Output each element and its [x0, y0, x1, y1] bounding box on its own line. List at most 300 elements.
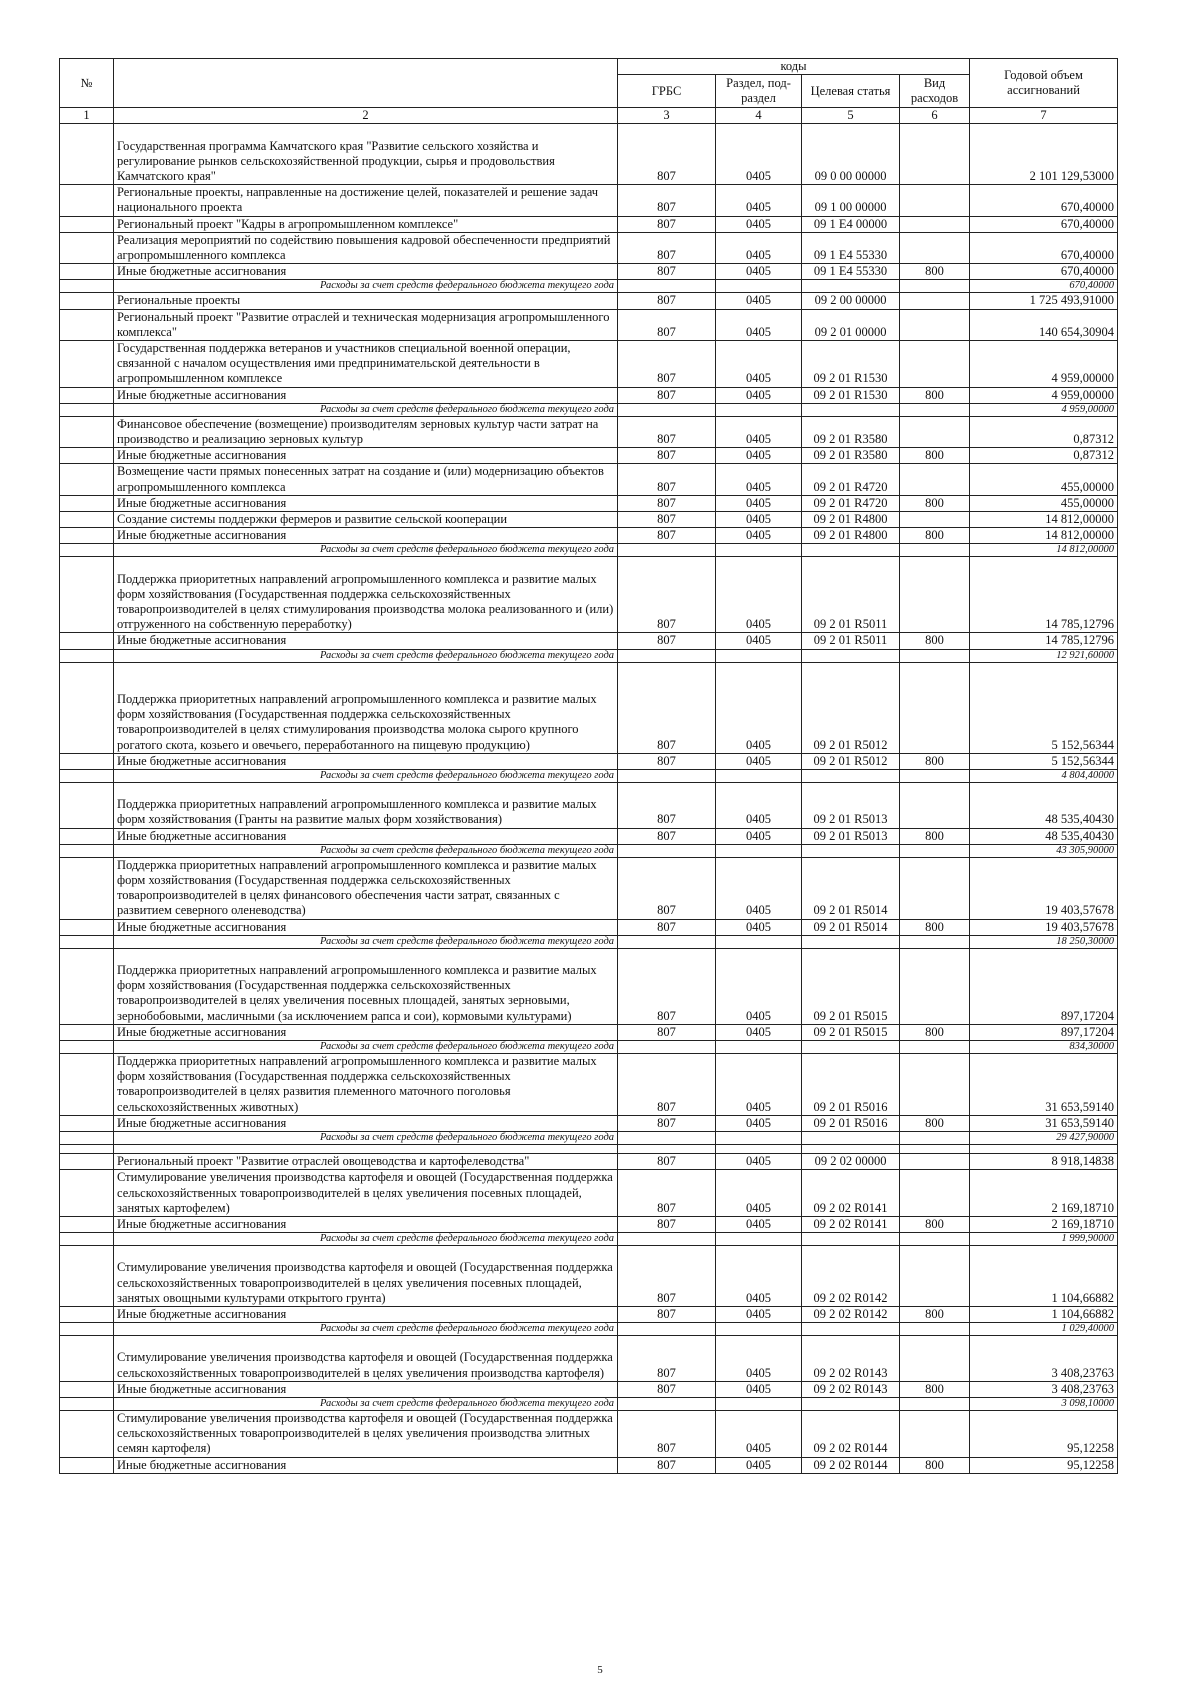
section-cell — [716, 544, 802, 557]
grbs-cell: 807 — [618, 1024, 716, 1040]
item-name-cell: Иные бюджетные ассигнования — [114, 264, 618, 280]
section-cell: 0405 — [716, 557, 802, 633]
amount-cell: 3 408,23763 — [970, 1336, 1118, 1382]
expense-type-cell: 800 — [900, 1115, 970, 1131]
federal-funds-row — [60, 649, 1118, 662]
amount-cell: 670,40000 — [970, 216, 1118, 232]
section-cell: 0405 — [716, 232, 802, 263]
table-row — [60, 464, 1118, 495]
target-article-cell: 09 2 01 R5014 — [802, 857, 900, 919]
header-row-column-numbers — [60, 108, 1118, 124]
target-article-cell: 09 2 02 R0142 — [802, 1246, 900, 1307]
expense-type-cell — [900, 948, 970, 1024]
table-row — [60, 293, 1118, 309]
grbs-cell: 807 — [618, 293, 716, 309]
item-name-cell: Иные бюджетные ассигнования — [114, 828, 618, 844]
row-number-cell — [60, 1381, 114, 1397]
target-article-cell: 09 2 01 R5015 — [802, 948, 900, 1024]
table-row — [60, 528, 1118, 544]
grbs-cell: 807 — [618, 185, 716, 216]
header-section: Раздел, под-раздел — [716, 75, 802, 108]
target-article-cell: 09 2 02 R0141 — [802, 1216, 900, 1232]
amount-cell: 31 653,59140 — [970, 1115, 1118, 1131]
target-article-cell — [802, 1233, 900, 1246]
target-article-cell — [802, 280, 900, 293]
expense-type-cell — [900, 857, 970, 919]
expense-type-cell: 800 — [900, 919, 970, 935]
header-expense-type: Вид расходов — [900, 75, 970, 108]
target-article-cell: 09 2 02 R0143 — [802, 1381, 900, 1397]
target-article-cell: 09 2 01 R4800 — [802, 512, 900, 528]
grbs-cell: 807 — [618, 1170, 716, 1217]
item-name-cell: Иные бюджетные ассигнования — [114, 1216, 618, 1232]
grbs-cell: 807 — [618, 1381, 716, 1397]
section-cell: 0405 — [716, 309, 802, 340]
amount-cell: 140 654,30904 — [970, 309, 1118, 340]
federal-funds-row — [60, 1323, 1118, 1336]
amount-cell: 0,87312 — [970, 448, 1118, 464]
expense-type-cell: 800 — [900, 528, 970, 544]
federal-funds-row — [60, 1041, 1118, 1054]
section-cell: 0405 — [716, 124, 802, 185]
amount-cell: 670,40000 — [970, 232, 1118, 263]
section-cell: 0405 — [716, 948, 802, 1024]
amount-cell: 3 408,23763 — [970, 1381, 1118, 1397]
table-row — [60, 309, 1118, 340]
amount-cell: 31 653,59140 — [970, 1054, 1118, 1116]
target-article-cell: 09 2 02 R0141 — [802, 1170, 900, 1217]
table-row — [60, 185, 1118, 216]
section-cell: 0405 — [716, 1115, 802, 1131]
expense-type-cell: 800 — [900, 1457, 970, 1473]
target-article-cell: 09 2 01 R5011 — [802, 557, 900, 633]
row-number-cell — [60, 464, 114, 495]
empty-cell — [114, 1145, 618, 1154]
target-article-cell: 09 2 01 R1530 — [802, 387, 900, 403]
section-cell — [716, 1132, 802, 1145]
expense-type-cell — [900, 293, 970, 309]
expense-type-cell — [900, 232, 970, 263]
column-number: 3 — [618, 108, 716, 124]
grbs-cell: 807 — [618, 216, 716, 232]
item-name-cell: Создание системы поддержки фермеров и развитие сельской кооперации — [114, 512, 618, 528]
amount-cell: 18 250,30000 — [970, 935, 1118, 948]
grbs-cell — [618, 1041, 716, 1054]
grbs-cell: 807 — [618, 464, 716, 495]
grbs-cell — [618, 1397, 716, 1410]
section-cell — [716, 844, 802, 857]
section-cell: 0405 — [716, 857, 802, 919]
item-name-cell: Расходы за счет средств федерального бюджета текущего года — [114, 649, 618, 662]
item-name-cell: Расходы за счет средств федерального бюджета текущего года — [114, 1132, 618, 1145]
grbs-cell: 807 — [618, 633, 716, 649]
table-row — [60, 1024, 1118, 1040]
empty-cell — [900, 1145, 970, 1154]
amount-cell: 897,17204 — [970, 948, 1118, 1024]
amount-cell: 1 029,40000 — [970, 1323, 1118, 1336]
row-number-cell — [60, 448, 114, 464]
amount-cell: 19 403,57678 — [970, 857, 1118, 919]
table-row — [60, 1115, 1118, 1131]
item-name-cell: Поддержка приоритетных направлений агропромышленного комплекса и развитие малых форм хозяйствования (Государственная поддержка сельскохозяйственных товаропроизводителей в целях стимулирования производства молока сырого крупного рогатого скота, козьего и овечьего, переработанного на пищевую продукцию) — [114, 662, 618, 753]
section-cell: 0405 — [716, 495, 802, 511]
target-article-cell: 09 2 02 R0142 — [802, 1306, 900, 1322]
table-row — [60, 828, 1118, 844]
section-cell: 0405 — [716, 528, 802, 544]
item-name-cell: Иные бюджетные ассигнования — [114, 1457, 618, 1473]
section-cell — [716, 280, 802, 293]
section-cell: 0405 — [716, 1154, 802, 1170]
table-row — [60, 857, 1118, 919]
item-name-cell: Поддержка приоритетных направлений агропромышленного комплекса и развитие малых форм хозяйствования (Государственная поддержка сельскохозяйственных товаропроизводителей в целях стимулирования производства молока реализованного и (или) отгруженного на собственную переработку) — [114, 557, 618, 633]
column-number: 1 — [60, 108, 114, 124]
item-name-cell: Расходы за счет средств федерального бюджета текущего года — [114, 770, 618, 783]
expense-type-cell: 800 — [900, 495, 970, 511]
section-cell — [716, 403, 802, 416]
grbs-cell: 807 — [618, 557, 716, 633]
target-article-cell: 09 2 02 R0144 — [802, 1457, 900, 1473]
grbs-cell: 807 — [618, 387, 716, 403]
target-article-cell: 09 0 00 00000 — [802, 124, 900, 185]
section-cell: 0405 — [716, 1336, 802, 1382]
row-number-cell — [60, 948, 114, 1024]
target-article-cell: 09 2 01 R5016 — [802, 1115, 900, 1131]
target-article-cell: 09 2 01 R1530 — [802, 341, 900, 388]
row-number-cell — [60, 341, 114, 388]
row-number-cell — [60, 1397, 114, 1410]
section-cell: 0405 — [716, 1170, 802, 1217]
row-number-cell — [60, 528, 114, 544]
section-cell — [716, 649, 802, 662]
target-article-cell: 09 2 02 00000 — [802, 1154, 900, 1170]
target-article-cell — [802, 935, 900, 948]
grbs-cell: 807 — [618, 232, 716, 263]
row-number-cell — [60, 387, 114, 403]
item-name-cell: Иные бюджетные ассигнования — [114, 753, 618, 769]
section-cell — [716, 770, 802, 783]
expense-type-cell: 800 — [900, 633, 970, 649]
table-row — [60, 264, 1118, 280]
federal-funds-row — [60, 1132, 1118, 1145]
amount-cell: 897,17204 — [970, 1024, 1118, 1040]
item-name-cell: Иные бюджетные ассигнования — [114, 1306, 618, 1322]
row-number-cell — [60, 216, 114, 232]
page-number: 5 — [597, 1664, 603, 1676]
target-article-cell — [802, 403, 900, 416]
amount-cell: 5 152,56344 — [970, 662, 1118, 753]
grbs-cell — [618, 770, 716, 783]
amount-cell: 95,12258 — [970, 1410, 1118, 1457]
item-name-cell: Государственная поддержка ветеранов и участников специальной военной операции, связанной с началом осуществления ими предпринимательской деятельности в агропромышленном комплексе — [114, 341, 618, 388]
grbs-cell: 807 — [618, 1457, 716, 1473]
target-article-cell — [802, 1323, 900, 1336]
grbs-cell: 807 — [618, 264, 716, 280]
item-name-cell: Финансовое обеспечение (возмещение) производителям зерновых культур части затрат на производство и реализацию зерновых культур — [114, 416, 618, 447]
grbs-cell: 807 — [618, 1216, 716, 1232]
header-target-article: Целевая статья — [802, 75, 900, 108]
amount-cell: 48 535,40430 — [970, 783, 1118, 829]
target-article-cell: 09 2 01 R5011 — [802, 633, 900, 649]
expense-type-cell — [900, 512, 970, 528]
section-cell — [716, 935, 802, 948]
expense-type-cell — [900, 1233, 970, 1246]
section-cell — [716, 1233, 802, 1246]
grbs-cell — [618, 280, 716, 293]
column-number: 2 — [114, 108, 618, 124]
expense-type-cell — [900, 1323, 970, 1336]
amount-cell: 2 101 129,53000 — [970, 124, 1118, 185]
item-name-cell: Региональный проект "Развитие отраслей овощеводства и картофелеводства" — [114, 1154, 618, 1170]
spacer-row — [60, 1145, 1118, 1154]
row-number-cell — [60, 753, 114, 769]
item-name-cell: Поддержка приоритетных направлений агропромышленного комплекса и развитие малых форм хозяйствования (Государственная поддержка сельскохозяйственных товаропроизводителей в целях финансового обеспечения части затрат, связанных с развитием северного оленеводства) — [114, 857, 618, 919]
amount-cell: 95,12258 — [970, 1457, 1118, 1473]
section-cell: 0405 — [716, 293, 802, 309]
item-name-cell: Расходы за счет средств федерального бюджета текущего года — [114, 935, 618, 948]
item-name-cell: Реализация мероприятий по содействию повышения кадровой обеспеченности предприятий агропромышленного комплекса — [114, 232, 618, 263]
target-article-cell: 09 1 E4 00000 — [802, 216, 900, 232]
expense-type-cell — [900, 1336, 970, 1382]
expense-type-cell — [900, 341, 970, 388]
item-name-cell: Расходы за счет средств федерального бюджета текущего года — [114, 1041, 618, 1054]
row-number-cell — [60, 649, 114, 662]
grbs-cell: 807 — [618, 1115, 716, 1131]
expense-type-cell — [900, 185, 970, 216]
row-number-cell — [60, 1410, 114, 1457]
section-cell: 0405 — [716, 1306, 802, 1322]
target-article-cell: 09 1 00 00000 — [802, 185, 900, 216]
amount-cell: 834,30000 — [970, 1041, 1118, 1054]
section-cell: 0405 — [716, 753, 802, 769]
empty-cell — [970, 1145, 1118, 1154]
target-article-cell: 09 2 01 R5015 — [802, 1024, 900, 1040]
amount-cell: 2 169,18710 — [970, 1216, 1118, 1232]
item-name-cell: Иные бюджетные ассигнования — [114, 633, 618, 649]
row-number-cell — [60, 844, 114, 857]
header-row-top — [60, 59, 1118, 75]
item-name-cell: Поддержка приоритетных направлений агропромышленного комплекса и развитие малых форм хозяйствования (Государственная поддержка сельскохозяйственных товаропроизводителей в целях увеличения посевных площадей, занятых зерновыми, зернобобовыми, масличными (за исключением рапса и сои), кормовыми культурами) — [114, 948, 618, 1024]
expense-type-cell — [900, 649, 970, 662]
row-number-cell — [60, 495, 114, 511]
grbs-cell: 807 — [618, 416, 716, 447]
table-row — [60, 662, 1118, 753]
table-row — [60, 232, 1118, 263]
section-cell: 0405 — [716, 341, 802, 388]
item-name-cell: Иные бюджетные ассигнования — [114, 528, 618, 544]
expense-type-cell: 800 — [900, 448, 970, 464]
grbs-cell: 807 — [618, 448, 716, 464]
budget-rows — [60, 124, 1118, 1473]
amount-cell: 1 104,66882 — [970, 1306, 1118, 1322]
item-name-cell: Расходы за счет средств федерального бюджета текущего года — [114, 544, 618, 557]
section-cell: 0405 — [716, 216, 802, 232]
amount-cell: 1 725 493,91000 — [970, 293, 1118, 309]
item-name-cell: Поддержка приоритетных направлений агропромышленного комплекса и развитие малых форм хозяйствования (Государственная поддержка сельскохозяйственных товаропроизводителей в целях развития племенного маточного поголовья сельскохозяйственных животных) — [114, 1054, 618, 1116]
row-number-cell — [60, 185, 114, 216]
item-name-cell: Иные бюджетные ассигнования — [114, 1024, 618, 1040]
item-name-cell: Иные бюджетные ассигнования — [114, 919, 618, 935]
section-cell: 0405 — [716, 1246, 802, 1307]
target-article-cell — [802, 1132, 900, 1145]
table-row — [60, 633, 1118, 649]
column-number: 6 — [900, 108, 970, 124]
empty-cell — [60, 1145, 114, 1154]
amount-cell: 1 104,66882 — [970, 1246, 1118, 1307]
amount-cell: 0,87312 — [970, 416, 1118, 447]
column-number: 5 — [802, 108, 900, 124]
table-row — [60, 1170, 1118, 1217]
table-row — [60, 448, 1118, 464]
row-number-cell — [60, 857, 114, 919]
federal-funds-row — [60, 1397, 1118, 1410]
amount-cell: 14 785,12796 — [970, 633, 1118, 649]
item-name-cell: Региональный проект "Кадры в агропромышленном комплексе" — [114, 216, 618, 232]
row-number-cell — [60, 512, 114, 528]
amount-cell: 455,00000 — [970, 464, 1118, 495]
expense-type-cell — [900, 216, 970, 232]
empty-cell — [802, 1145, 900, 1154]
row-number-cell — [60, 919, 114, 935]
amount-cell: 29 427,90000 — [970, 1132, 1118, 1145]
target-article-cell: 09 2 01 R5012 — [802, 662, 900, 753]
target-article-cell: 09 1 E4 55330 — [802, 264, 900, 280]
item-name-cell: Расходы за счет средств федерального бюджета текущего года — [114, 403, 618, 416]
expense-type-cell: 800 — [900, 753, 970, 769]
grbs-cell: 807 — [618, 783, 716, 829]
amount-cell: 5 152,56344 — [970, 753, 1118, 769]
item-name-cell: Иные бюджетные ассигнования — [114, 387, 618, 403]
target-article-cell — [802, 770, 900, 783]
empty-cell — [716, 1145, 802, 1154]
amount-cell: 19 403,57678 — [970, 919, 1118, 935]
target-article-cell — [802, 1041, 900, 1054]
header-codes: коды — [618, 59, 970, 75]
item-name-cell: Стимулирование увеличения производства картофеля и овощей (Государственная поддержка сельскохозяйственных товаропроизводителей в целях увеличения посевных площадей, занятых картофелем) — [114, 1170, 618, 1217]
grbs-cell: 807 — [618, 1154, 716, 1170]
grbs-cell — [618, 1233, 716, 1246]
section-cell: 0405 — [716, 1054, 802, 1116]
expense-type-cell — [900, 1154, 970, 1170]
target-article-cell: 09 2 01 00000 — [802, 309, 900, 340]
grbs-cell — [618, 935, 716, 948]
section-cell: 0405 — [716, 416, 802, 447]
item-name-cell: Расходы за счет средств федерального бюджета текущего года — [114, 1233, 618, 1246]
amount-cell: 1 999,90000 — [970, 1233, 1118, 1246]
section-cell: 0405 — [716, 662, 802, 753]
grbs-cell: 807 — [618, 528, 716, 544]
header-name-empty — [114, 59, 618, 108]
row-number-cell — [60, 1233, 114, 1246]
grbs-cell — [618, 1323, 716, 1336]
row-number-cell — [60, 557, 114, 633]
grbs-cell — [618, 403, 716, 416]
expense-type-cell — [900, 783, 970, 829]
expense-type-cell — [900, 464, 970, 495]
row-number-cell — [60, 1170, 114, 1217]
row-number-cell — [60, 264, 114, 280]
row-number-cell — [60, 1115, 114, 1131]
expense-type-cell — [900, 1410, 970, 1457]
table-row — [60, 1410, 1118, 1457]
section-cell: 0405 — [716, 1457, 802, 1473]
item-name-cell: Стимулирование увеличения производства картофеля и овощей (Государственная поддержка сельскохозяйственных товаропроизводителей в целях увеличения производства картофеля) — [114, 1336, 618, 1382]
grbs-cell: 807 — [618, 857, 716, 919]
expense-type-cell — [900, 416, 970, 447]
expense-type-cell: 800 — [900, 264, 970, 280]
amount-cell: 3 098,10000 — [970, 1397, 1118, 1410]
item-name-cell: Иные бюджетные ассигнования — [114, 495, 618, 511]
table-row — [60, 1246, 1118, 1307]
target-article-cell: 09 2 01 R5013 — [802, 828, 900, 844]
grbs-cell: 807 — [618, 512, 716, 528]
item-name-cell: Региональные проекты, направленные на достижение целей, показателей и решение задач национального проекта — [114, 185, 618, 216]
section-cell: 0405 — [716, 1381, 802, 1397]
table-row — [60, 1306, 1118, 1322]
table-row — [60, 216, 1118, 232]
row-number-cell — [60, 1336, 114, 1382]
section-cell: 0405 — [716, 828, 802, 844]
table-row — [60, 1457, 1118, 1473]
target-article-cell: 09 2 01 R5016 — [802, 1054, 900, 1116]
item-name-cell: Расходы за счет средств федерального бюджета текущего года — [114, 1323, 618, 1336]
row-number-cell — [60, 416, 114, 447]
expense-type-cell — [900, 1397, 970, 1410]
row-number-cell — [60, 1323, 114, 1336]
target-article-cell: 09 2 01 R3580 — [802, 448, 900, 464]
grbs-cell: 807 — [618, 1336, 716, 1382]
item-name-cell: Иные бюджетные ассигнования — [114, 1381, 618, 1397]
item-name-cell: Стимулирование увеличения производства картофеля и овощей (Государственная поддержка сельскохозяйственных товаропроизводителей в целях увеличения производства элитных семян картофеля) — [114, 1410, 618, 1457]
section-cell: 0405 — [716, 185, 802, 216]
row-number-cell — [60, 770, 114, 783]
federal-funds-row — [60, 403, 1118, 416]
section-cell: 0405 — [716, 783, 802, 829]
item-name-cell: Иные бюджетные ассигнования — [114, 1115, 618, 1131]
expense-type-cell: 800 — [900, 1306, 970, 1322]
target-article-cell: 09 2 02 R0143 — [802, 1336, 900, 1382]
row-number-cell — [60, 662, 114, 753]
amount-cell: 14 785,12796 — [970, 557, 1118, 633]
table-row — [60, 753, 1118, 769]
table-row — [60, 1216, 1118, 1232]
item-name-cell: Расходы за счет средств федерального бюджета текущего года — [114, 1397, 618, 1410]
target-article-cell — [802, 844, 900, 857]
amount-cell: 43 305,90000 — [970, 844, 1118, 857]
expense-type-cell — [900, 1132, 970, 1145]
expense-type-cell — [900, 1246, 970, 1307]
column-number: 7 — [970, 108, 1118, 124]
target-article-cell — [802, 1397, 900, 1410]
row-number-cell — [60, 1054, 114, 1116]
target-article-cell: 09 2 00 00000 — [802, 293, 900, 309]
federal-funds-row — [60, 935, 1118, 948]
row-number-cell — [60, 403, 114, 416]
expense-type-cell — [900, 280, 970, 293]
target-article-cell: 09 2 01 R5013 — [802, 783, 900, 829]
item-name-cell: Расходы за счет средств федерального бюджета текущего года — [114, 844, 618, 857]
header-number: № — [60, 59, 114, 108]
expense-type-cell — [900, 1170, 970, 1217]
amount-cell: 4 959,00000 — [970, 341, 1118, 388]
target-article-cell: 09 2 01 R5014 — [802, 919, 900, 935]
budget-sheet — [59, 58, 1117, 1474]
target-article-cell: 09 2 01 R5012 — [802, 753, 900, 769]
table-row — [60, 1054, 1118, 1116]
grbs-cell: 807 — [618, 309, 716, 340]
row-number-cell — [60, 293, 114, 309]
amount-cell: 8 918,14838 — [970, 1154, 1118, 1170]
grbs-cell: 807 — [618, 828, 716, 844]
